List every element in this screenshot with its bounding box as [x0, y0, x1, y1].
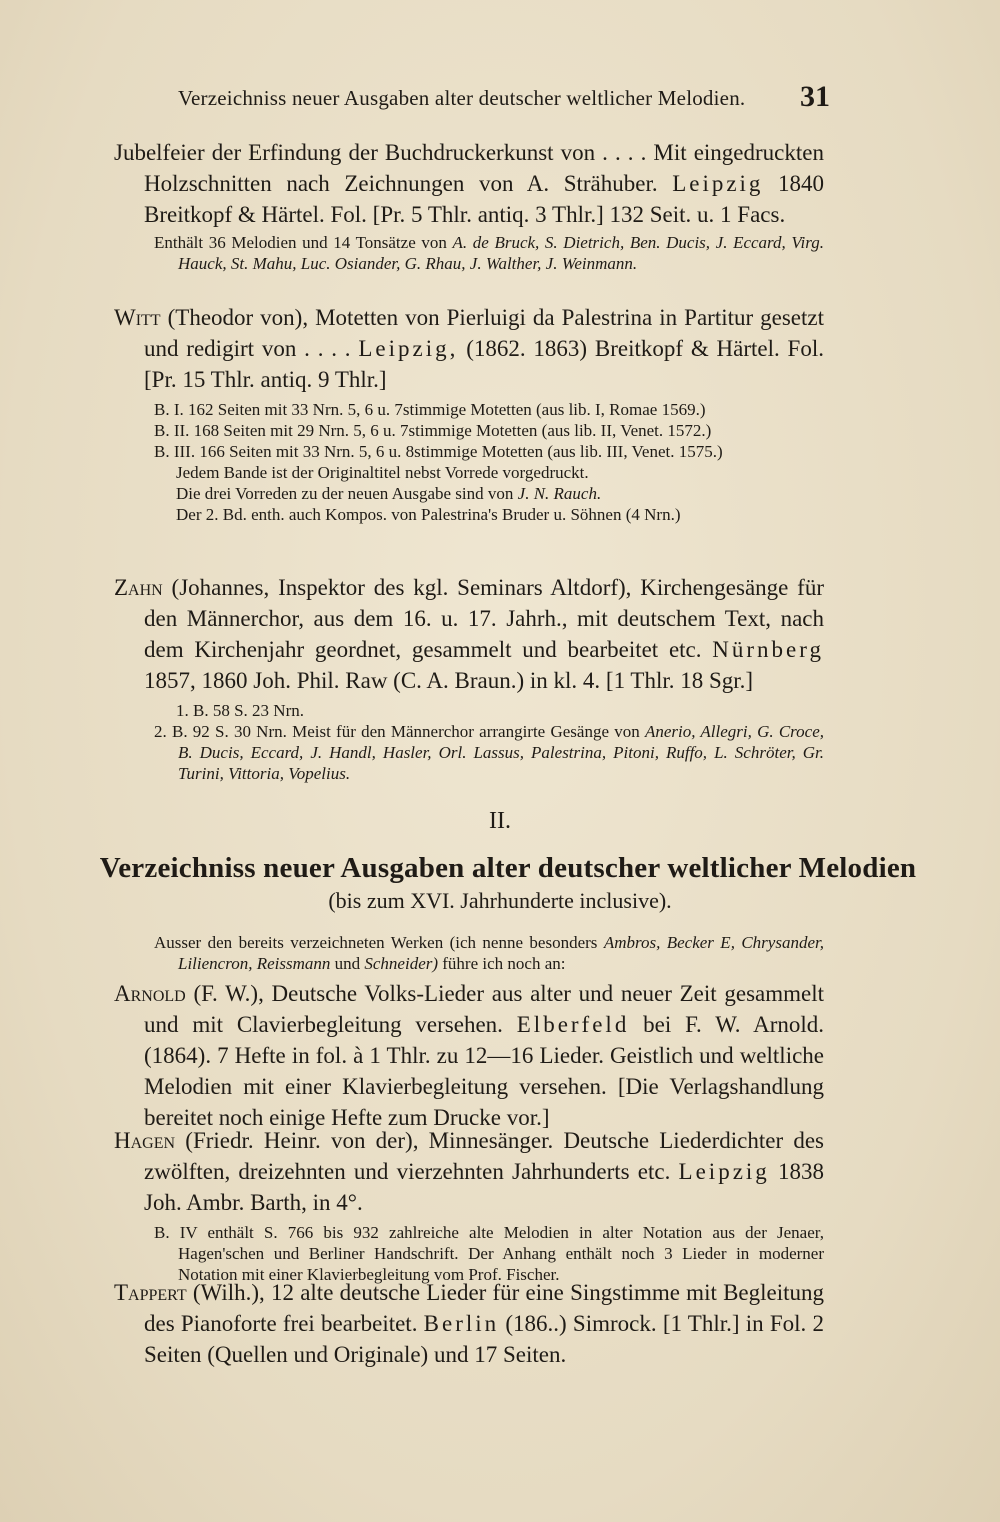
section-subtitle: (bis zum XVI. Jahrhunderte inclusive). — [328, 888, 672, 913]
entry-rest: bei F. W. Arnold. (1864). 7 Hefte in fol. à 1 Thlr. zu 12—16 Lieder. Geistlich und weltliche Melodien mit einer Klavierbegleitung versehen. [Die Verlagshandlung bereitet noch einige Hefte zum Drucke vor.] — [144, 1012, 824, 1130]
section-number: II. — [489, 808, 511, 834]
entry-zahn-main — [114, 572, 824, 696]
zahn-note-2 — [114, 721, 824, 784]
section-intro — [114, 932, 824, 974]
entry-place: Leipzig, — [358, 336, 459, 361]
entry-rest: 1857, 1860 Joh. Phil. Raw (C. A. Braun.) in kl. 4. [1 Thlr. 18 Sgr.] — [144, 668, 754, 693]
page-number: 31 — [800, 80, 830, 113]
hagen-note: B. IV enthält S. 766 bis 932 zahlreiche alte Melodien in alter Notation aus der Jenaer, Hagen'schen und Berliner Handschrift. Der Anhang enthält noch 3 Lieder in moderner Notation mit einer Klavierbegleitung vom Prof. Fischer. — [154, 1223, 824, 1284]
entry-place: Leipzig — [678, 1159, 770, 1184]
entry-author: Witt — [114, 305, 161, 330]
zahn-note-1: 1. B. 58 S. 23 Nrn. — [176, 701, 304, 720]
witt-note-b1: B. I. 162 Seiten mit 33 Nrn. 5, 6 u. 7stimmige Motetten (aus lib. I, Romae 1569.) — [154, 400, 706, 419]
entry-place: Nürnberg — [712, 637, 824, 662]
note-names: A. de Bruck, S. Dietrich, Ben. Ducis, J. Eccard, Virg. Hauck, St. Mahu, Luc. Osiander, G. Rhau, J. Walther, J. Weinmann. — [178, 233, 824, 273]
entry-text: (Wilh.), 12 alte deutsche Lieder für eine Singstimme mit Begleitung des Pianoforte frei bearbeitet. — [144, 1280, 824, 1336]
entry-witt-main — [114, 302, 824, 395]
witt-note-original: Jedem Bande ist der Originaltitel nebst Vorrede vorgedruckt. — [176, 463, 589, 482]
note-text: Enthält 36 Melodien und 14 Tonsätze von — [154, 233, 447, 252]
entry-jubelfeier-note — [114, 232, 824, 274]
note-text: Die drei Vorreden zu der neuen Ausgabe sind von — [176, 484, 514, 503]
entry-jubelfeier — [114, 137, 824, 274]
entry-rest: (1862. 1863) Breitkopf & Härtel. Fol. [Pr. 15 Thlr. antiq. 9 Thlr.] — [144, 336, 824, 392]
running-title: Verzeichniss neuer Ausgaben alter deutscher weltlicher Melodien. — [178, 86, 746, 110]
note-text: 2. B. 92 S. 30 Nrn. Meist für den Männerchor arrangirte Gesänge von — [154, 722, 640, 741]
entry-place: Leipzig — [672, 171, 764, 196]
entry-tappert-main — [114, 1277, 824, 1370]
intro-name-last: Schneider) — [364, 954, 439, 973]
note-name: J. N. Rauch. — [517, 484, 602, 503]
entry-hagen-main — [114, 1125, 824, 1218]
intro-names: Ambros, Becker E, Chrysander, Liliencron, Reissmann — [178, 933, 824, 973]
intro-und: und — [334, 954, 361, 973]
page-header — [0, 80, 1000, 126]
entry-tappert — [114, 1277, 824, 1370]
entry-place: Berlin — [423, 1311, 500, 1336]
intro-end: führe ich noch an: — [442, 954, 566, 973]
entry-zahn — [114, 572, 824, 784]
witt-note-bd2: Der 2. Bd. enth. auch Kompos. von Palestrina's Bruder u. Söhnen (4 Nrn.) — [176, 505, 681, 524]
entry-arnold-main — [114, 978, 824, 1133]
entry-jubelfeier-main — [114, 137, 824, 230]
witt-note-b2: B. II. 168 Seiten mit 29 Nrn. 5, 6 u. 7stimmige Motetten (aus lib. II, Venet. 1572.) — [154, 421, 712, 440]
intro-text — [114, 932, 824, 974]
entry-arnold — [114, 978, 824, 1133]
entry-author: Tappert — [114, 1280, 187, 1305]
entry-text: (Friedr. Heinr. von der), Minnesänger. Deutsche Liederdichter des zwölften, dreizehnten und vierzehnten Jahrhunderts etc. — [144, 1128, 825, 1184]
entry-text: (Theodor von), Motetten von Pierluigi da Palestrina in Partitur gesetzt und redigirt von . . . . — [144, 305, 825, 361]
entry-author: Arnold — [114, 981, 186, 1006]
section-title: Verzeichniss neuer Ausgaben alter deutscher weltlicher Melodien — [99, 852, 917, 884]
entry-hagen — [114, 1125, 824, 1285]
entry-place: Elberfeld — [516, 1012, 630, 1037]
entry-text: (F. W.), Deutsche Volks-Lieder aus alter und neuer Zeit gesammelt und mit Clavierbegleitung versehen. — [144, 981, 824, 1037]
witt-note-vorreden — [114, 483, 824, 504]
entry-author: Zahn — [114, 575, 163, 600]
entry-author: Hagen — [114, 1128, 176, 1153]
entry-text: (Johannes, Inspektor des kgl. Seminars Altdorf), Kirchengesänge für den Männerchor, aus dem 16. u. 17. Jahrh., mit deutschem Text, nach dem Kirchenjahr geordnet, gesammelt und bearbeitet etc. — [144, 575, 825, 662]
entry-rest: 1840 Breitkopf & Härtel. Fol. [Pr. 5 Thlr. antiq. 3 Thlr.] 132 Seit. u. 1 Facs. — [144, 171, 825, 227]
entry-text: Jubelfeier der Erfindung der Buchdruckerkunst von . . . . Mit eingedruckten Holzschnitten nach Zeichnungen von A. Strähuber. — [114, 140, 824, 196]
note-names: Anerio, Allegri, G. Croce, B. Ducis, Eccard, J. Handl, Hasler, Orl. Lassus, Palestrina, Pitoni, Ruffo, L. Schröter, Gr. Turini, Vittoria, Vopelius. — [178, 722, 825, 783]
entry-witt — [114, 302, 824, 525]
intro-start: Ausser den bereits verzeichneten Werken (ich nenne besonders — [154, 933, 598, 952]
entry-rest: 1838 Joh. Ambr. Barth, in 4°. — [144, 1159, 824, 1215]
witt-note-b3: B. III. 166 Seiten mit 33 Nrn. 5, 6 u. 8stimmige Motetten (aus lib. III, Venet. 1575.) — [154, 442, 723, 461]
entry-rest: (186..) Simrock. [1 Thlr.] in Fol. 2 Seiten (Quellen und Originale) und 17 Seiten. — [144, 1311, 825, 1367]
